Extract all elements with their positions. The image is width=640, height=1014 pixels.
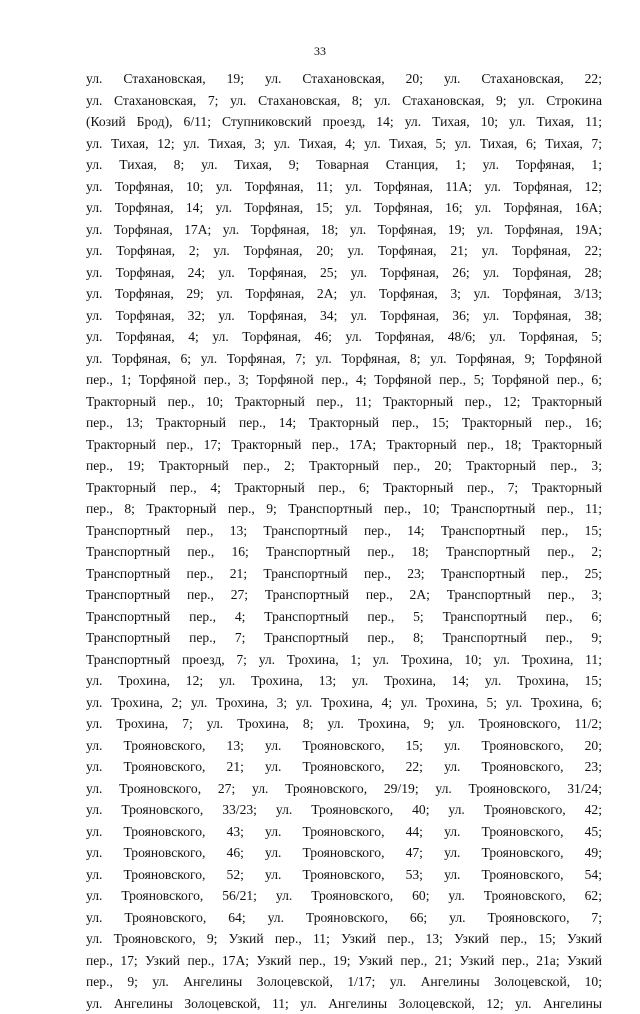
text-line: пер., 13; Тракторный пер., 14; Тракторный пер., 15; Тракторный пер., 16; [86,412,602,434]
text-line: Транспортный проезд, 7; ул. Трохина, 1; ул. Трохина, 10; ул. Трохина, 11; [86,649,602,671]
text-line: пер., 8; Тракторный пер., 9; Транспортный пер., 10; Транспортный пер., 11; [86,498,602,520]
text-line: ул. Трояновского, 64; ул. Трояновского, 66; ул. Трояновского, 7; [86,907,602,929]
text-line: ул. Трояновского, 9; Узкий пер., 11; Узкий пер., 13; Узкий пер., 15; Узкий [86,928,602,950]
text-line: ул. Торфяная, 4; ул. Торфяная, 46; ул. Торфяная, 48/6; ул. Торфяная, 5; [86,326,602,348]
text-line: ул. Трояновского, 33/23; ул. Трояновского, 40; ул. Трояновского, 42; [86,799,602,821]
address-list-text [86,68,602,1014]
text-line: ул. Трояновского, 43; ул. Трояновского, 44; ул. Трояновского, 45; [86,821,602,843]
text-line: Транспортный пер., 7; Транспортный пер., 8; Транспортный пер., 9; [86,627,602,649]
text-line: Транспортный пер., 27; Транспортный пер., 2А; Транспортный пер., 3; [86,584,602,606]
text-line: ул. Торфяная, 10; ул. Торфяная, 11; ул. Торфяная, 11А; ул. Торфяная, 12; [86,176,602,198]
text-line: Тракторный пер., 10; Тракторный пер., 11; Тракторный пер., 12; Тракторный [86,391,602,413]
text-line: ул. Торфяная, 2; ул. Торфяная, 20; ул. Торфяная, 21; ул. Торфяная, 22; [86,240,602,262]
text-line: ул. Трояновского, 52; ул. Трояновского, 53; ул. Трояновского, 54; [86,864,602,886]
text-line: ул. Торфяная, 6; ул. Торфяная, 7; ул. Торфяная, 8; ул. Торфяная, 9; Торфяной [86,348,602,370]
text-line: пер., 9; ул. Ангелины Золоцевской, 1/17; ул. Ангелины Золоцевской, 10; [86,971,602,993]
text-line: ул. Стахановская, 7; ул. Стахановская, 8; ул. Стахановская, 9; ул. Строкина [86,90,602,112]
text-line: Транспортный пер., 16; Транспортный пер., 18; Транспортный пер., 2; [86,541,602,563]
text-line: ул. Трохина, 12; ул. Трохина, 13; ул. Трохина, 14; ул. Трохина, 15; [86,670,602,692]
text-line: ул. Торфяная, 14; ул. Торфяная, 15; ул. Торфяная, 16; ул. Торфяная, 16А; [86,197,602,219]
text-line: пер., 19; Тракторный пер., 2; Тракторный пер., 20; Тракторный пер., 3; [86,455,602,477]
text-line: Транспортный пер., 13; Транспортный пер., 14; Транспортный пер., 15; [86,520,602,542]
text-line: ул. Торфяная, 17А; ул. Торфяная, 18; ул. Торфяная, 19; ул. Торфяная, 19А; [86,219,602,241]
text-line: ул. Ангелины Золоцевской, 11; ул. Ангелины Золоцевской, 12; ул. Ангелины [86,993,602,1014]
text-line: Транспортный пер., 4; Транспортный пер., 5; Транспортный пер., 6; [86,606,602,628]
text-line: ул. Торфяная, 24; ул. Торфяная, 25; ул. Торфяная, 26; ул. Торфяная, 28; [86,262,602,284]
text-line: ул. Стахановская, 19; ул. Стахановская, 20; ул. Стахановская, 22; [86,68,602,90]
text-line: ул. Трояновского, 21; ул. Трояновского, 22; ул. Трояновского, 23; [86,756,602,778]
text-line: ул. Трояновского, 13; ул. Трояновского, 15; ул. Трояновского, 20; [86,735,602,757]
text-line: Тракторный пер., 17; Тракторный пер., 17А; Тракторный пер., 18; Тракторный [86,434,602,456]
text-line: Тракторный пер., 4; Тракторный пер., 6; Тракторный пер., 7; Тракторный [86,477,602,499]
text-line: ул. Торфяная, 32; ул. Торфяная, 34; ул. Торфяная, 36; ул. Торфяная, 38; [86,305,602,327]
text-line: ул. Трохина, 2; ул. Трохина, 3; ул. Трохина, 4; ул. Трохина, 5; ул. Трохина, 6; [86,692,602,714]
text-line: ул. Трохина, 7; ул. Трохина, 8; ул. Трохина, 9; ул. Трояновского, 11/2; [86,713,602,735]
text-line: ул. Трояновского, 27; ул. Трояновского, 29/19; ул. Трояновского, 31/24; [86,778,602,800]
text-line: ул. Торфяная, 29; ул. Торфяная, 2А; ул. Торфяная, 3; ул. Торфяная, 3/13; [86,283,602,305]
text-line: ул. Тихая, 12; ул. Тихая, 3; ул. Тихая, 4; ул. Тихая, 5; ул. Тихая, 6; Тихая, 7; [86,133,602,155]
text-line: ул. Тихая, 8; ул. Тихая, 9; Товарная Станция, 1; ул. Торфяная, 1; [86,154,602,176]
text-line: Транспортный пер., 21; Транспортный пер., 23; Транспортный пер., 25; [86,563,602,585]
text-line: ул. Трояновского, 46; ул. Трояновского, 47; ул. Трояновского, 49; [86,842,602,864]
text-line: пер., 17; Узкий пер., 17А; Узкий пер., 19; Узкий пер., 21; Узкий пер., 21а; Узкий [86,950,602,972]
text-line: (Козий Брод), 6/11; Ступниковский проезд, 14; ул. Тихая, 10; ул. Тихая, 11; [86,111,602,133]
text-line: ул. Трояновского, 56/21; ул. Трояновского, 60; ул. Трояновского, 62; [86,885,602,907]
text-line: пер., 1; Торфяной пер., 3; Торфяной пер., 4; Торфяной пер., 5; Торфяной пер., 6; [86,369,602,391]
page-number: 33 [0,44,640,58]
